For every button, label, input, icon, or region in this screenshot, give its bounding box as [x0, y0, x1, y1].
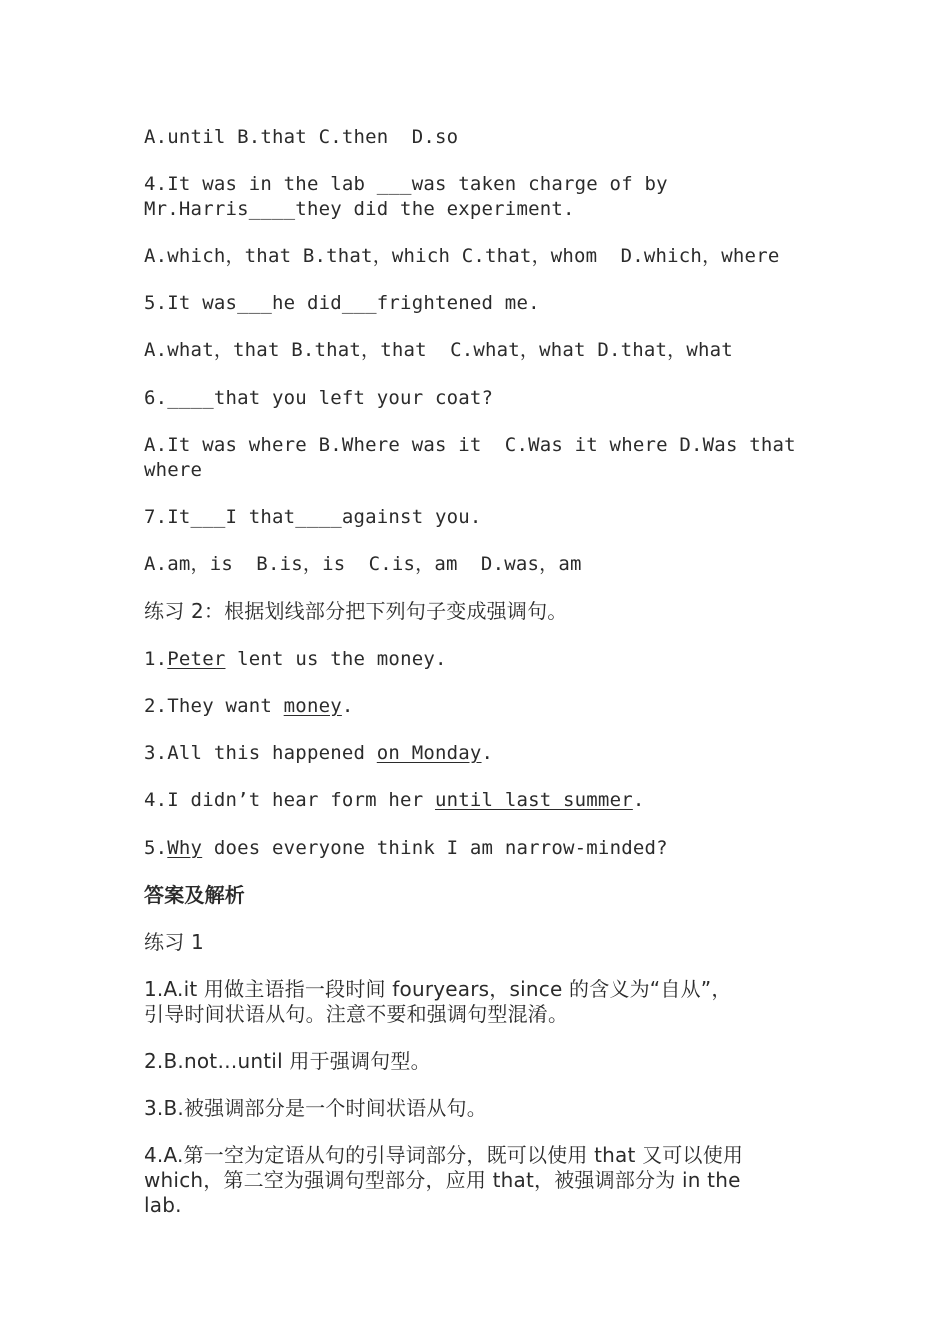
exercise2-sentence-2: [144, 694, 354, 719]
sentence-3-prefix: 3.All this happened: [144, 742, 377, 764]
sentence-3-underlined: on Monday: [376, 742, 482, 764]
answer-3: 3.B.被强调部分是一个时间状语从句。: [144, 1096, 487, 1120]
answer-4-line3: lab.: [144, 1193, 182, 1217]
answer-4-line2: which，第二空为强调句型部分，应用 that，被强调部分为 in the: [144, 1168, 741, 1192]
answer-1-line1: 1.A.it 用做主语指一段时间 fouryears，since 的含义为“自从”，: [144, 977, 732, 1001]
sentence-4-rest: .: [632, 789, 645, 811]
answer-1-line2: 引导时间状语从句。注意不要和强调句型混淆。: [144, 1002, 569, 1026]
sentence-5-prefix: 5.: [144, 837, 168, 859]
sentence-4-prefix: 4.I didn’t hear form her: [144, 789, 435, 811]
answer-4-line1: 4.A.第一空为定语从句的引导词部分，既可以使用 that 又可以使用: [144, 1143, 744, 1167]
sentence-4-underlined: until last summer: [434, 789, 633, 811]
q6-options-line1: A.It was where B.Where was it C.Was it where D.Was that: [144, 434, 796, 456]
answer-2: 2.B.not…until 用于强调句型。: [144, 1049, 431, 1073]
exercise2-sentence-4: [144, 788, 645, 813]
sentence-1-rest: lent us the money.: [225, 648, 447, 670]
q7-options: A.am，is B.is，is C.is，am D.was，am: [144, 553, 582, 575]
sentence-2-rest: .: [341, 695, 354, 717]
answers-heading: 答案及解析: [144, 883, 245, 907]
sentence-5-underlined: Why: [167, 837, 203, 859]
exercise2-sentence-3: [144, 741, 493, 766]
q3-options: A.until B.that C.then D.so: [144, 126, 459, 148]
q6-options-line2: where: [144, 459, 203, 481]
sentence-5-rest: does everyone think I am narrow-minded?: [202, 837, 668, 859]
sentence-1-underlined: Peter: [167, 648, 226, 670]
sentence-2-prefix: 2.They want: [144, 695, 284, 717]
q7-stem: 7.It___I that____against you.: [144, 506, 482, 528]
q4-options: A.which，that B.that，which C.that，whom D.which，where: [144, 245, 780, 267]
exercise2-title: 练习 2：根据划线部分把下列句子变成强调句。: [144, 599, 568, 623]
q6-stem: 6.____that you left your coat?: [144, 387, 494, 409]
q5-options: A.what，that B.that，that C.what，what D.that，what: [144, 339, 733, 361]
q5-stem: 5.It was___he did___frightened me.: [144, 292, 540, 314]
answers-section-title: 练习 1: [144, 930, 204, 954]
sentence-3-rest: .: [481, 742, 494, 764]
exercise2-sentence-1: [144, 647, 447, 672]
sentence-2-underlined: money: [283, 695, 342, 717]
sentence-1-prefix: 1.: [144, 648, 168, 670]
exercise2-sentence-5: [144, 836, 668, 861]
q4-stem-line2: Mr.Harris____they did the experiment.: [144, 198, 575, 220]
q4-stem-line1: 4.It was in the lab ___was taken charge of by: [144, 173, 668, 195]
